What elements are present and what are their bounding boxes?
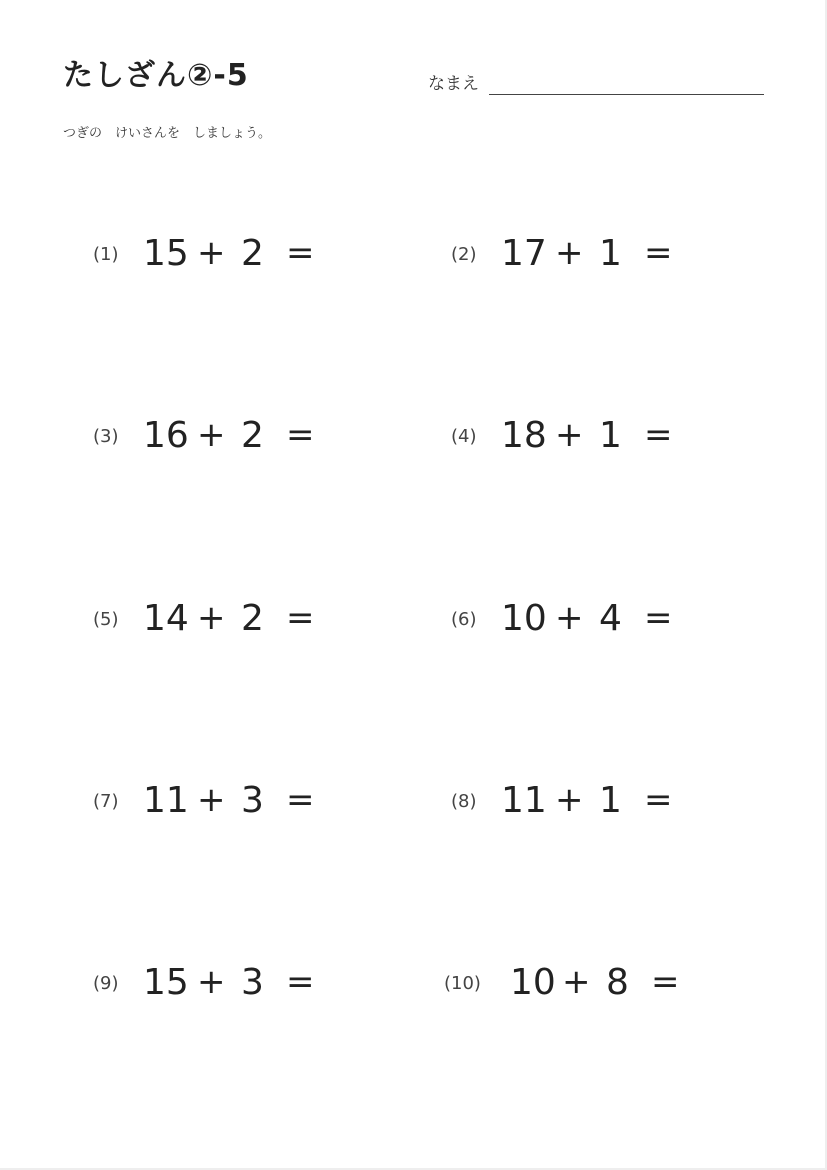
problem-4 — [451, 416, 781, 456]
second-addend: 1 — [599, 415, 622, 456]
second-addend: 8 — [606, 962, 629, 1003]
problem-5 — [93, 599, 423, 639]
second-addend: 2 — [241, 233, 264, 274]
plus-sign: + — [555, 598, 584, 638]
problem-number: (1) — [93, 244, 119, 265]
first-addend: 15 — [143, 962, 189, 1003]
problem-number: (8) — [451, 791, 477, 812]
second-addend: 2 — [241, 415, 264, 456]
problem-number: (9) — [93, 973, 119, 994]
plus-sign: + — [197, 598, 226, 638]
second-addend: 3 — [241, 780, 264, 821]
equals-sign: = — [286, 598, 315, 638]
instruction-text: つぎの けいさんを しましょう。 — [63, 126, 272, 141]
second-addend: 1 — [599, 233, 622, 274]
equals-sign: = — [286, 233, 315, 273]
problem-1 — [93, 234, 423, 274]
first-addend: 18 — [501, 415, 547, 456]
problem-3 — [93, 416, 423, 456]
equals-sign: = — [644, 598, 673, 638]
problem-number: (4) — [451, 426, 477, 447]
second-addend: 3 — [241, 962, 264, 1003]
equals-sign: = — [651, 962, 680, 1002]
equals-sign: = — [286, 415, 315, 455]
plus-sign: + — [197, 962, 226, 1002]
problem-number: (2) — [451, 244, 477, 265]
plus-sign: + — [197, 415, 226, 455]
equals-sign: = — [286, 962, 315, 1002]
second-addend: 1 — [599, 780, 622, 821]
problem-number: (6) — [451, 609, 477, 630]
equals-sign: = — [644, 780, 673, 820]
first-addend: 11 — [501, 780, 547, 821]
first-addend: 10 — [510, 962, 556, 1003]
second-addend: 4 — [599, 598, 622, 639]
plus-sign: + — [562, 962, 591, 1002]
problem-number: (3) — [93, 426, 119, 447]
first-addend: 16 — [143, 415, 189, 456]
problem-2 — [451, 234, 781, 274]
plus-sign: + — [555, 233, 584, 273]
second-addend: 2 — [241, 598, 264, 639]
first-addend: 10 — [501, 598, 547, 639]
problem-number: (7) — [93, 791, 119, 812]
plus-sign: + — [555, 415, 584, 455]
first-addend: 17 — [501, 233, 547, 274]
equals-sign: = — [286, 780, 315, 820]
problem-number: (10) — [444, 973, 481, 994]
problem-number: (5) — [93, 609, 119, 630]
plus-sign: + — [555, 780, 584, 820]
name-write-line[interactable] — [489, 94, 764, 95]
problem-6 — [451, 599, 781, 639]
problem-7 — [93, 781, 423, 821]
equals-sign: = — [644, 233, 673, 273]
problem-10 — [444, 963, 774, 1003]
plus-sign: + — [197, 233, 226, 273]
problem-8 — [451, 781, 781, 821]
worksheet-title: たしざん②-5 — [63, 58, 249, 93]
plus-sign: + — [197, 780, 226, 820]
problem-9 — [93, 963, 423, 1003]
first-addend: 15 — [143, 233, 189, 274]
name-label: なまえ — [428, 74, 479, 94]
first-addend: 11 — [143, 780, 189, 821]
first-addend: 14 — [143, 598, 189, 639]
equals-sign: = — [644, 415, 673, 455]
